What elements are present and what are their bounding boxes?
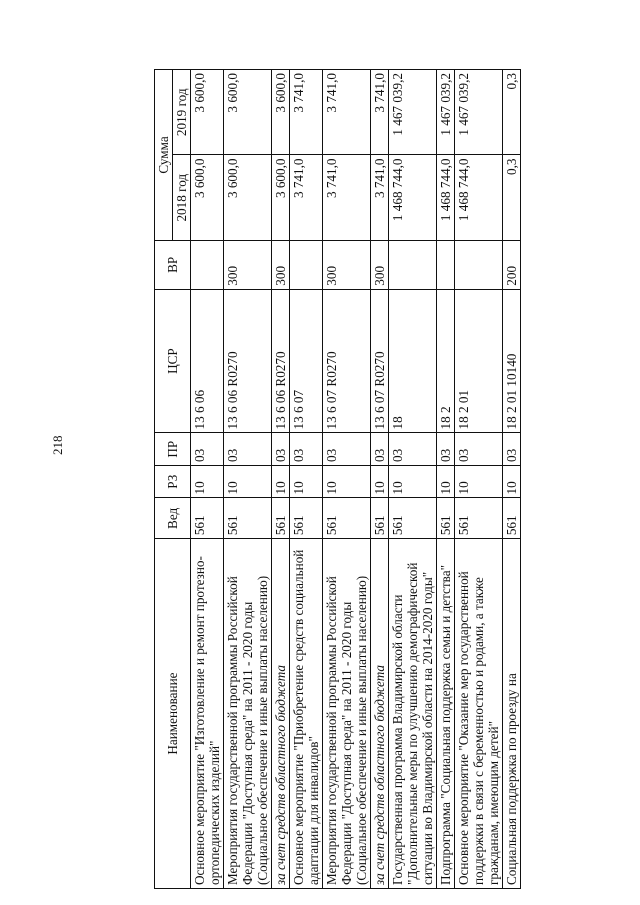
table-row — [371, 70, 389, 889]
cell-rz: 10 — [503, 465, 521, 498]
cell-name: Основное мероприятие "Изготовление и ремонт протезно-ортопедических изделий" — [191, 539, 224, 889]
cell-sum-2019: 3 600,0 — [272, 70, 290, 155]
cell-vr — [389, 240, 437, 289]
header-sum: Сумма — [155, 70, 173, 241]
cell-rz: 10 — [224, 465, 272, 498]
cell-sum-2018: 3 741,0 — [290, 155, 323, 240]
cell-vr: 300 — [272, 240, 290, 289]
cell-ved: 561 — [323, 498, 371, 539]
cell-pr: 03 — [191, 433, 224, 466]
cell-sum-2018: 3 600,0 — [224, 155, 272, 240]
cell-rz: 10 — [389, 465, 437, 498]
cell-sum-2018: 3 741,0 — [371, 155, 389, 240]
cell-sum-2019: 1 467 039,2 — [437, 70, 455, 155]
cell-sum-2019: 3 741,0 — [323, 70, 371, 155]
cell-ved: 561 — [455, 498, 503, 539]
cell-rz: 10 — [437, 465, 455, 498]
cell-csr: 18 — [389, 289, 437, 433]
cell-sum-2018: 0,3 — [503, 155, 521, 240]
header-year-2019: 2019 год — [173, 70, 191, 155]
cell-rz: 10 — [371, 465, 389, 498]
header-ved: Вед — [155, 498, 191, 539]
cell-sum-2018: 3 600,0 — [272, 155, 290, 240]
cell-csr: 18 2 01 — [455, 289, 503, 433]
table-header-row — [155, 70, 173, 889]
cell-vr — [437, 240, 455, 289]
cell-rz: 10 — [272, 465, 290, 498]
cell-sum-2019: 1 467 039,2 — [455, 70, 503, 155]
header-pr: ПР — [155, 433, 191, 466]
table-row — [389, 70, 437, 889]
cell-pr: 03 — [437, 433, 455, 466]
table-row — [503, 70, 521, 889]
cell-ved: 561 — [224, 498, 272, 539]
cell-ved: 561 — [191, 498, 224, 539]
cell-pr: 03 — [455, 433, 503, 466]
table-row — [191, 70, 224, 889]
cell-pr: 03 — [290, 433, 323, 466]
cell-name: Государственная программа Владимирской области "Дополнительные меры по улучшению демографической ситуации во Владимирской области на 2014-2020 годы" — [389, 539, 437, 889]
cell-sum-2018: 1 468 744,0 — [389, 155, 437, 240]
cell-ved: 561 — [437, 498, 455, 539]
cell-name: Социальная поддержка по проезду на — [503, 539, 521, 889]
table-row — [323, 70, 371, 889]
cell-name: Мероприятия государственной программы Российской Федерации "Доступная среда" на 2011 - 2020 годы (Социальное обеспечение и иные выплаты населению) — [323, 539, 371, 889]
cell-vr — [455, 240, 503, 289]
table-row — [224, 70, 272, 889]
header-vr: ВР — [155, 240, 191, 289]
budget-table — [154, 69, 521, 889]
cell-rz: 10 — [191, 465, 224, 498]
cell-csr: 18 2 01 10140 — [503, 289, 521, 433]
cell-ved: 561 — [290, 498, 323, 539]
cell-pr: 03 — [323, 433, 371, 466]
cell-vr: 300 — [323, 240, 371, 289]
cell-rz: 10 — [455, 465, 503, 498]
cell-vr — [290, 240, 323, 289]
cell-name: за счет средств областного бюджета — [272, 539, 290, 889]
table-row — [272, 70, 290, 889]
cell-sum-2018: 1 468 744,0 — [455, 155, 503, 240]
cell-sum-2019: 3 600,0 — [191, 70, 224, 155]
cell-sum-2018: 1 468 744,0 — [437, 155, 455, 240]
cell-vr: 300 — [224, 240, 272, 289]
cell-sum-2019: 3 741,0 — [290, 70, 323, 155]
cell-sum-2018: 3 741,0 — [323, 155, 371, 240]
cell-name: за счет средств областного бюджета — [371, 539, 389, 889]
cell-name: Подпрограмма "Социальная поддержка семьи и детства" — [437, 539, 455, 889]
cell-pr: 03 — [389, 433, 437, 466]
cell-pr: 03 — [371, 433, 389, 466]
cell-csr: 13 6 07 — [290, 289, 323, 433]
cell-sum-2019: 3 741,0 — [371, 70, 389, 155]
budget-table-wrapper — [154, 69, 519, 889]
cell-sum-2018: 3 600,0 — [191, 155, 224, 240]
header-name: Наименование — [155, 539, 191, 889]
cell-pr: 03 — [503, 433, 521, 466]
cell-sum-2019: 3 600,0 — [224, 70, 272, 155]
cell-name: Основное мероприятие "Приобретение средств социальной адаптации для инвалидов" — [290, 539, 323, 889]
cell-pr: 03 — [272, 433, 290, 466]
cell-csr: 13 6 06 R0270 — [224, 289, 272, 433]
cell-vr: 200 — [503, 240, 521, 289]
cell-sum-2019: 0,3 — [503, 70, 521, 155]
page-number: 218 — [50, 435, 65, 455]
cell-csr: 18 2 — [437, 289, 455, 433]
header-rz: РЗ — [155, 465, 191, 498]
cell-ved: 561 — [371, 498, 389, 539]
header-csr: ЦСР — [155, 289, 191, 433]
table-row — [290, 70, 323, 889]
cell-ved: 561 — [389, 498, 437, 539]
cell-sum-2019: 1 467 039,2 — [389, 70, 437, 155]
cell-name: Мероприятия государственной программы Российской Федерации "Доступная среда" на 2011 - 2020 годы (Социальное обеспечение и иные выплаты населению) — [224, 539, 272, 889]
cell-ved: 561 — [503, 498, 521, 539]
cell-csr: 13 6 07 R0270 — [371, 289, 389, 433]
table-row — [437, 70, 455, 889]
cell-rz: 10 — [323, 465, 371, 498]
table-row — [455, 70, 503, 889]
cell-ved: 561 — [272, 498, 290, 539]
cell-csr: 13 6 06 R0270 — [272, 289, 290, 433]
table-body — [191, 70, 521, 889]
cell-name: Основное мероприятие "Оказание мер государственной поддержки в связи с беременностью и родами, а также гражданам, имеющим детей" — [455, 539, 503, 889]
cell-vr — [191, 240, 224, 289]
cell-rz: 10 — [290, 465, 323, 498]
header-year-2018: 2018 год — [173, 155, 191, 240]
cell-pr: 03 — [224, 433, 272, 466]
cell-csr: 13 6 06 — [191, 289, 224, 433]
cell-csr: 13 6 07 R0270 — [323, 289, 371, 433]
cell-vr: 300 — [371, 240, 389, 289]
